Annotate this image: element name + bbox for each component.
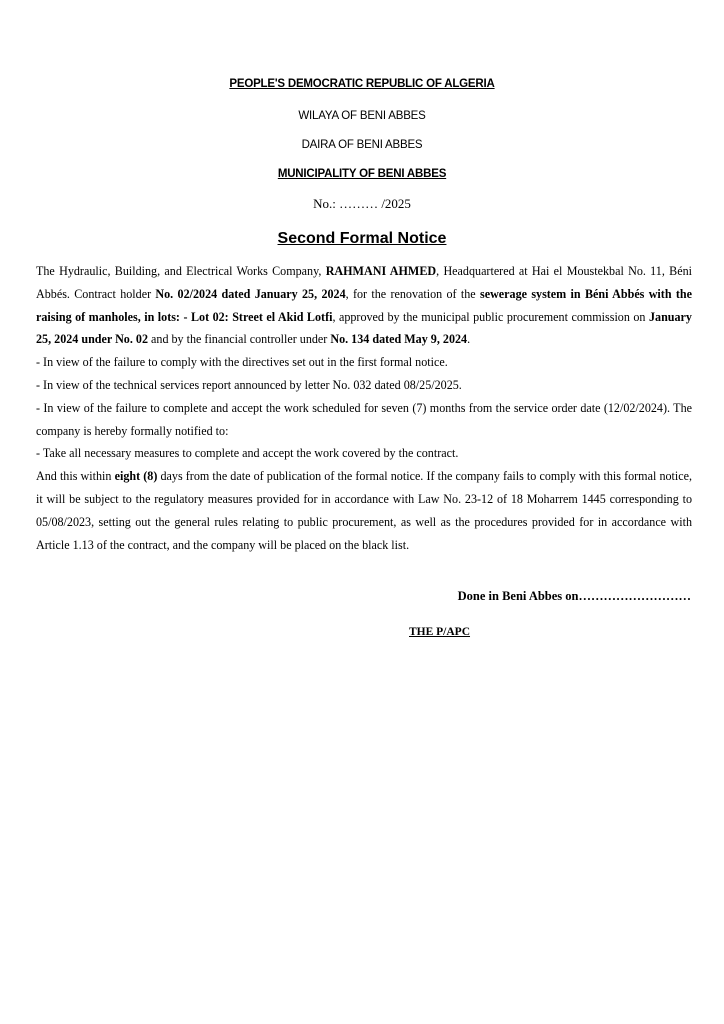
deadline-days: eight (8) xyxy=(114,469,158,484)
document-title: Second Formal Notice xyxy=(277,230,447,247)
intro-text-2: , Headquartered at Hai el Moustekbal No. 11, Béni Abbés. Contract holder xyxy=(36,264,692,301)
commission-approval: January 25, 2024 under No. 02 xyxy=(36,309,692,347)
consideration-item: - Take all necessary measures to complete and accept the work covered by the contract. xyxy=(36,446,459,461)
consideration-item: - In view of the technical services report announced by letter No. 032 dated 08/25/2025. xyxy=(36,377,462,392)
header-country xyxy=(0,77,724,91)
intro-text-1: The Hydraulic, Building, and Electrical Works Company, xyxy=(36,264,326,278)
header-municipality xyxy=(0,167,724,181)
intro-text-5: and by the financial controller under xyxy=(148,332,331,347)
intro-text-4: , approved by the municipal public procurement commission on xyxy=(332,309,649,324)
intro-paragraph xyxy=(36,260,692,351)
done-in-line: Done in Beni Abbes on……………………… xyxy=(457,589,691,603)
closing-text-1: And this within xyxy=(36,469,115,484)
company-name: RAHMANI AHMED xyxy=(325,264,437,278)
contract-number: No. 02/2024 dated January 25, 2024 xyxy=(155,286,346,301)
consideration-item: - In view of the failure to complete and accept the work scheduled for seven (7) months from the service order date (12/02/2024). The company is hereby formally notified to: xyxy=(36,400,692,438)
reference-number: No.: ……… /2025 xyxy=(313,196,411,211)
notice-body xyxy=(36,260,692,556)
intro-text-3: , for the renovation of the xyxy=(345,286,480,301)
consideration-item: - In view of the failure to comply with the directives set out in the first formal notice. xyxy=(36,355,448,370)
project-description: sewerage system in Béni Abbés with the raising of manholes, in lots: - Lot 02: Street el Akid Lotfi xyxy=(36,286,692,324)
closing-paragraph xyxy=(36,465,692,556)
closing-text-2: days from the date of publication of the formal notice. If the company fails to comply with this formal notice, it will be subject to the regulatory measures provided for in accordance with Law No. 23-12 of 18 Moharrem 1445 corresponding to 05/08/2023, setting out the general rules relating to public procurement, as well as the procedures provided for in accordance with Article 1.13 of the contract, and the company will be placed on the black list. xyxy=(36,469,693,552)
financial-controller-approval: No. 134 dated May 9, 2024 xyxy=(330,332,468,347)
intro-text-6: . xyxy=(467,332,471,347)
header-daira: DAIRA OF BENI ABBES xyxy=(301,139,423,151)
header-country-text: PEOPLE'S DEMOCRATIC REPUBLIC OF ALGERIA xyxy=(229,78,495,90)
header-municipality-text: MUNICIPALITY OF BENI ABBES xyxy=(277,168,447,180)
header-wilaya: WILAYA OF BENI ABBES xyxy=(298,110,426,122)
signatory: THE P/APC xyxy=(409,626,471,638)
